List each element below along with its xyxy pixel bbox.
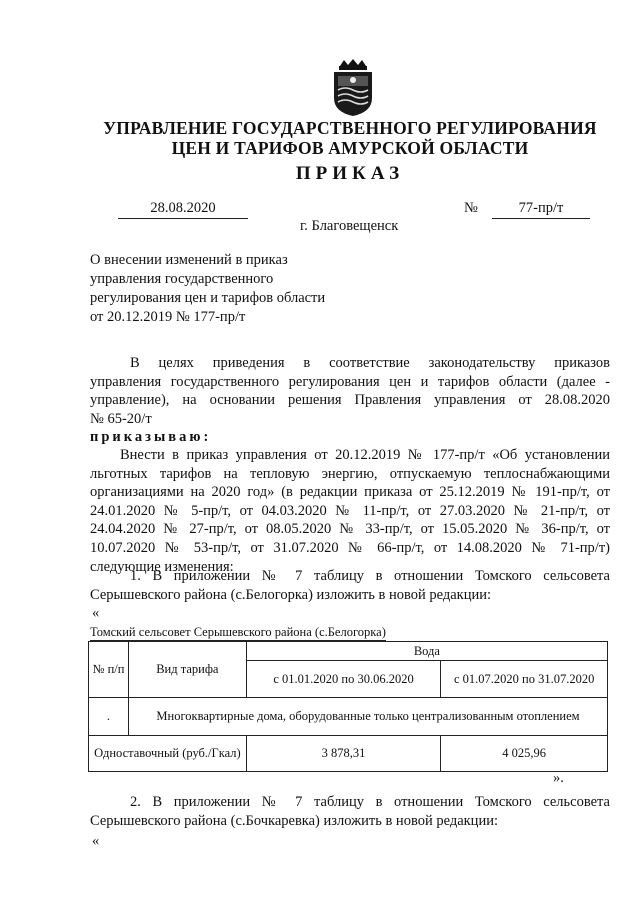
header-water: Вода xyxy=(246,642,607,661)
item1-line: 1. В приложении № 7 таблицу в отношении Томского сельсовета xyxy=(130,568,610,584)
row1-category: Многоквартирные дома, оборудованные только централизованным отоплением xyxy=(128,698,607,736)
item2-line: Серышевского района (с.Бочкаревка) изложить в новой редакции: xyxy=(90,812,498,829)
amendment-line: следующие изменения: xyxy=(90,558,234,575)
item1-line: Серышевского района (с.Белогорка) изложить в новой редакции: xyxy=(90,586,492,603)
preamble-line: № 65-20/т xyxy=(90,410,152,427)
amendment-line: 10.07.2020 № 53-пр/т, от 31.07.2020 № 66-пр/т, от 14.08.2020 № 71-пр/т) xyxy=(90,539,610,556)
number-label: № xyxy=(464,200,478,216)
row1-number: . xyxy=(89,698,129,736)
city: г. Благовещенск xyxy=(300,218,399,234)
preamble-line: управления государственного регулирования цен и тарифов области (далее - xyxy=(90,373,610,390)
tariff-table xyxy=(88,641,608,772)
quote-close: ». xyxy=(553,770,564,786)
amendment-line: Внести в приказ управления от 20.12.2019 № 177-пр/т «Об установлении xyxy=(120,447,610,463)
header-tariff-type: Вид тарифа xyxy=(128,642,246,698)
order-word: приказываю: xyxy=(90,429,212,445)
row2-tariff-label: Одноставочный (руб./Гкал) xyxy=(89,736,247,772)
preamble xyxy=(90,354,610,428)
amendment xyxy=(90,446,610,576)
order-number: 77-пр/т xyxy=(492,200,590,219)
amendment-line: организациями на 2020 год» (в редакции приказа от 25.12.2019 № 191-пр/т, от xyxy=(90,484,610,501)
subject-line: регулирования цен и тарифов области xyxy=(90,290,326,306)
subject-line: О внесении изменений в приказ xyxy=(90,252,288,268)
coat-of-arms-icon xyxy=(330,58,376,118)
preamble-line: В целях приведения в соответствие законодательству приказов xyxy=(130,355,610,371)
amendment-line: 24.04.2020 № 27-пр/т, от 08.05.2020 № 33-пр/т, от 15.05.2020 № 36-пр/т, от xyxy=(90,521,610,538)
amendment-line: льготных тарифов на тепловую энергию, отпускаемую теплоснабжающими xyxy=(90,465,610,482)
header-period-1: с 01.01.2020 по 30.06.2020 xyxy=(246,661,441,698)
item2-line: 2. В приложении № 7 таблицу в отношении Томского сельсовета xyxy=(130,794,610,810)
org-name-line2: ЦЕН И ТАРИФОВ АМУРСКОЙ ОБЛАСТИ xyxy=(171,138,529,158)
preamble-line: управление), на основании решения Правления управления от 28.08.2020 xyxy=(90,392,610,409)
quote-open-2: « xyxy=(92,833,100,849)
subject-line: от 20.12.2019 № 177-пр/т xyxy=(90,309,246,325)
org-name-line1: УПРАВЛЕНИЕ ГОСУДАРСТВЕННОГО РЕГУЛИРОВАНИЯ xyxy=(103,118,597,138)
header-period-2: с 01.07.2020 по 31.07.2020 xyxy=(441,661,608,698)
order-date: 28.08.2020 xyxy=(118,200,248,219)
table-caption: Томский сельсовет Серышевского района (с.Белогорка) xyxy=(90,625,386,639)
subject-line: управления государственного xyxy=(90,271,274,287)
item-2 xyxy=(90,793,610,830)
header-number: № п/п xyxy=(89,642,129,698)
item-1 xyxy=(90,567,610,604)
quote-open: « xyxy=(92,605,100,621)
document-title: ПРИКАЗ xyxy=(295,163,405,184)
row2-value-period-1: 3 878,31 xyxy=(246,736,441,772)
amendment-line: 24.01.2020 № 5-пр/т, от 04.03.2020 № 11-пр/т, от 27.03.2020 № 21-пр/т, от xyxy=(90,502,610,519)
row2-value-period-2: 4 025,96 xyxy=(441,736,608,772)
